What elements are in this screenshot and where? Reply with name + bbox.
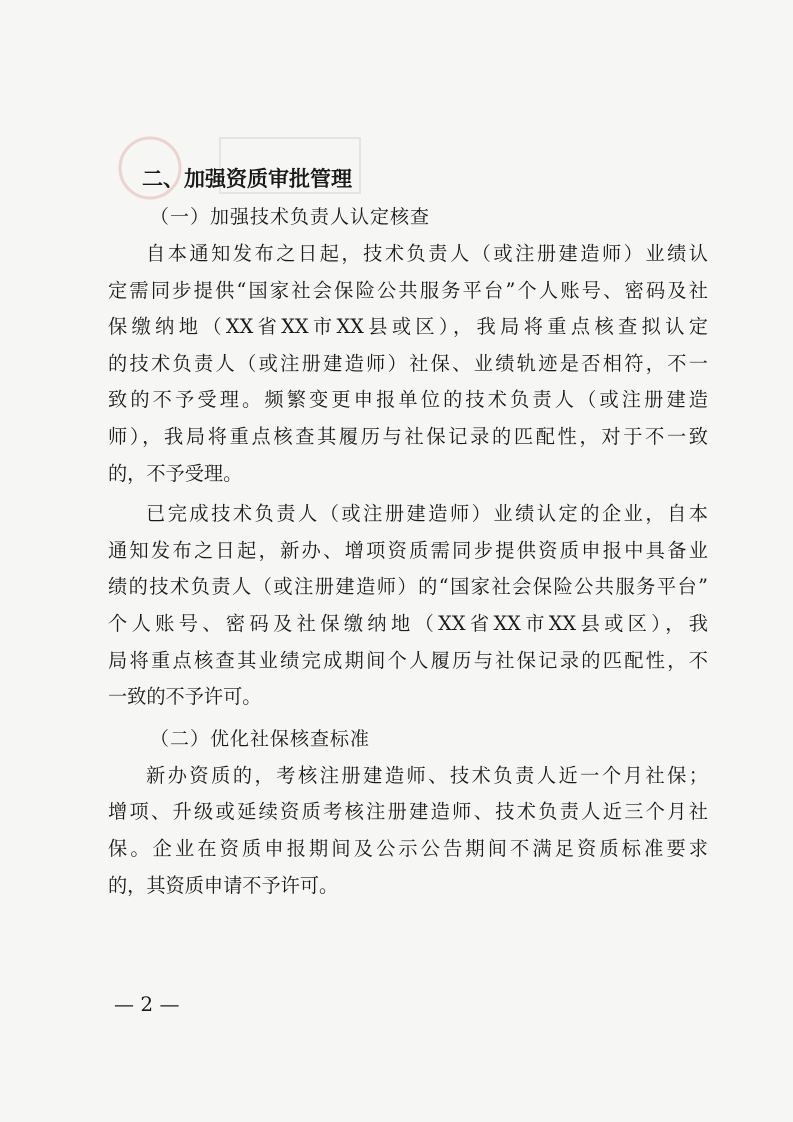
paragraph-line: 通知发布之日起，新办、增项资质需同步提供资质申报中具备业: [108, 538, 708, 562]
paragraph-3: [108, 758, 708, 904]
paragraph-line: 已完成技术负责人（或注册建造师）业绩认定的企业，自本: [146, 502, 708, 526]
paragraph-1: [108, 236, 708, 492]
paragraph-line: 保缴纳地（XX省XX市XX县或区），我局将重点核查拟认定: [108, 315, 708, 339]
section-heading: 二、加强资质审批管理: [142, 167, 352, 191]
paragraph-line: 一致的不予许可。: [108, 685, 262, 709]
paragraph-line: 绩的技术负责人（或注册建造师）的“国家社会保险公共服务平台”: [108, 575, 708, 599]
paragraph-line: 师），我局将重点核查其履历与社保记录的匹配性，对于不一致: [108, 424, 708, 448]
paragraph-line: 增项、升级或延续资质考核注册建造师、技术负责人近三个月社: [108, 800, 708, 824]
paragraph-line: 的，其资质申请不予许可。: [108, 873, 339, 897]
subsection-title-1: （一）加强技术负责人认定核查: [150, 206, 431, 228]
paragraph-2: [108, 496, 708, 716]
paragraph-line: 自本通知发布之日起，技术负责人（或注册建造师）业绩认: [146, 242, 708, 265]
document-body: [108, 160, 708, 904]
paragraph-line: 保。企业在资质申报期间及公示公告期间不满足资质标准要求: [108, 836, 708, 860]
paragraph-line: 个人账号、密码及社保缴纳地（XX省XX市XX县或区），我: [108, 611, 708, 635]
paragraph-line: 新办资质的，考核注册建造师、技术负责人近一个月社保；: [146, 763, 708, 787]
paragraph-line: 致的不予受理。频繁变更申报单位的技术负责人（或注册建造: [108, 388, 708, 412]
paragraph-line: 的，不予受理。: [108, 461, 243, 485]
paragraph-line: 局将重点核查其业绩完成期间个人履历与社保记录的匹配性，不: [108, 648, 708, 672]
paragraph-line: 定需同步提供“国家社会保险公共服务平台”个人账号、密码及社: [108, 278, 708, 302]
subsection-title-2: （二）优化社保核查标准: [150, 727, 371, 750]
paragraph-line: 的技术负责人（或注册建造师）社保、业绩轨迹是否相符，不一: [108, 351, 708, 375]
page-number: — 2 —: [114, 992, 180, 1016]
